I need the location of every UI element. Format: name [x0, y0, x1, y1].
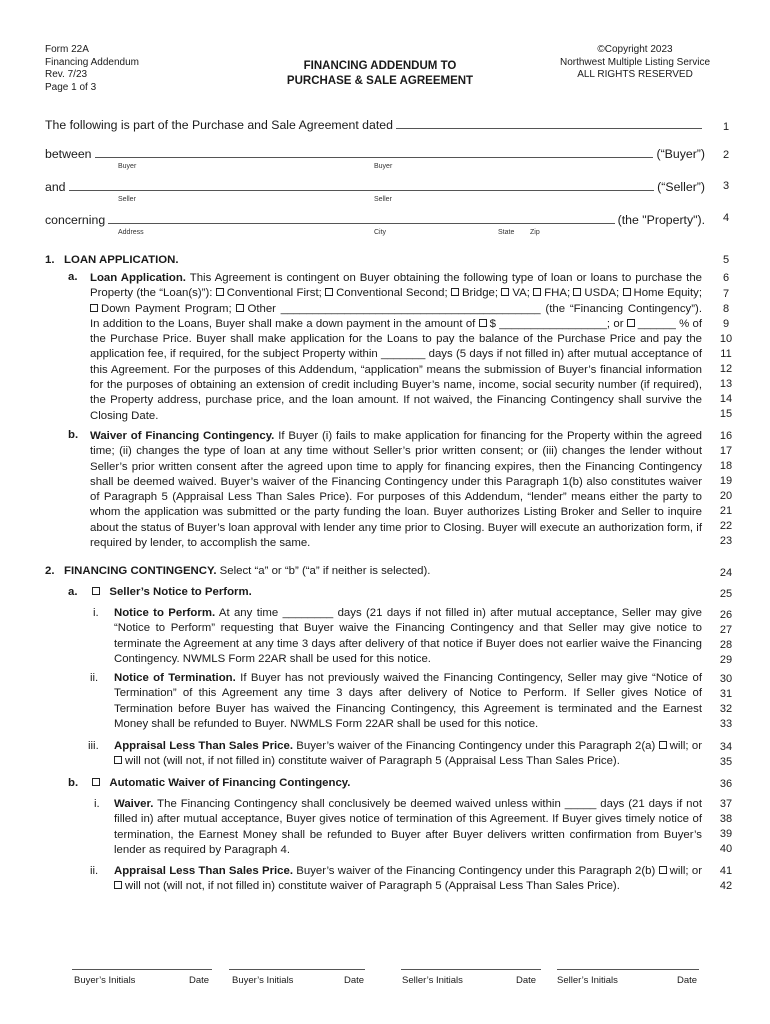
- appraisal-a-paragraph: Appraisal Less Than Sales Price. Buyer’s waiver of the Financing Contingency under this Paragraph 2(a) will; or will not (will not, if not filled in) constitute waiver of Paragraph 5 (Appraisal Less Than Sales Price).: [114, 740, 702, 768]
- line-number: 22: [719, 520, 733, 532]
- waiver-automatic-paragraph: Waiver. The Financing Contingency shall conclusively be deemed waived unless within _____ days (21 days if not filled in) after mutual acceptance, Buyer gives notice of termination of this Agreement. If Buyer gives timely notice of termination, the Earnest Money shall be refunded to Buyer after Buyer delivers written confirmation from Buyer’s lender as required by Paragraph 4.: [114, 798, 702, 856]
- line-number: 23: [719, 535, 733, 547]
- form-info: [45, 44, 139, 94]
- buyer-name-field[interactable]: [95, 147, 654, 158]
- buyer-initials-line-1[interactable]: [72, 969, 212, 970]
- line-number: 7: [722, 288, 730, 300]
- loan-application-paragraph: Loan Application. This Agreement is contingent on Buyer obtaining the following type of loan or loans to purchase the Property (the “Loan(s)”): Conventional First; Conventional Second; Bridge; VA; FHA; USDA; Home Equity; Down Payment Program; Other _________________________________________ (the “Financing Contingency”). In addition to the Loans, Buyer shall make a down payment in the amount of $ _________________; or ______ % of the Purchase Price. Buyer shall make application for the Loans to pay the balance of the Purchase Price and pay the application fee, if required, for the subject Property within _______ days (5 days if not filled in) after mutual acceptance of this Agreement. For the purposes of this Addendum, “application” means the submission of Buyer’s financial information for the purposes of obtaining an extension of credit including Buyer’s name, income, social security number (if required), the Property address, purchase price, and the loan amount. If not waived, the Financing Contingency shall survive the Closing Date.: [90, 272, 702, 422]
- seller-suffix: (“Seller”): [657, 180, 705, 194]
- line-number: 35: [719, 756, 733, 768]
- line-number: 25: [719, 588, 733, 600]
- title-line-2: PURCHASE & SALE AGREEMENT: [286, 75, 474, 87]
- copyright-block: [550, 44, 720, 82]
- line-number: 26: [719, 609, 733, 621]
- checkbox-conventional-first[interactable]: [216, 288, 224, 296]
- property-line: [45, 213, 705, 227]
- line-number: 16: [719, 430, 733, 442]
- line-number: 24: [719, 567, 733, 579]
- line-number: 29: [719, 654, 733, 666]
- property-suffix: (the "Property").: [617, 213, 705, 227]
- line-number: 9: [722, 318, 730, 330]
- line-number: 41: [719, 865, 733, 877]
- checkbox-bridge[interactable]: [451, 288, 459, 296]
- section-1a-label: a.: [68, 271, 78, 283]
- line-number: 15: [719, 408, 733, 420]
- buyer-suffix: (“Buyer”): [656, 147, 705, 161]
- date-label-3: Date: [516, 975, 537, 986]
- buyer-sub-label: Buyer: [118, 163, 137, 170]
- date-label-2: Date: [344, 975, 365, 986]
- line-number: 6: [722, 272, 730, 284]
- line-number: 2: [722, 149, 730, 161]
- date-label-1: Date: [189, 975, 210, 986]
- line-number: 17: [719, 445, 733, 457]
- and-label: and: [45, 180, 66, 194]
- line-number: 5: [722, 254, 730, 266]
- line-number: 18: [719, 460, 733, 472]
- page-title: [265, 59, 495, 89]
- seller-sub-label: Seller: [118, 196, 136, 203]
- notice-of-termination-paragraph: Notice of Termination. If Buyer has not previously waived the Financing Contingency, Seller may give “Notice of Termination” of this Agreement any time 3 days after delivery of Notice to Perform. If Seller gives Notice of Termination before Buyer has waived the Financing Contingency, this Agreement is terminated and the Earnest Money shall be refunded to Buyer. NWMLS Form 22AR shall be used for this notice.: [114, 672, 702, 730]
- between-label: between: [45, 147, 92, 161]
- seller-name-field[interactable]: [69, 180, 655, 191]
- line-number: 33: [719, 718, 733, 730]
- line-number: 19: [719, 475, 733, 487]
- line-number: 4: [722, 212, 730, 224]
- checkbox-va[interactable]: [501, 288, 509, 296]
- section-2-heading: 2. FINANCING CONTINGENCY. Select “a” or “b” (“a” if neither is selected).: [45, 565, 431, 577]
- line-number: 10: [719, 333, 733, 345]
- waiver-paragraph: Waiver of Financing Contingency. If Buyer (i) fails to make application for financing for the Property within the agreed time; (ii) changes the type of loan at any time without Seller’s prior written consent; or (iii) changes the lender without Seller’s prior written consent after the agreed upon time to apply for financing expires, then the Financing Contingency shall be deemed waived. Buyer’s waiver of the Financing Contingency under this Paragraph 1(b) also constitutes waiver of Paragraph 5 (Appraisal Less Than Sales Price). For purposes of this Addendum, “lender” means either the party to whom the application was submitted or the party funding the loan. Buyer authorizes Listing Broker and Seller to inquire about the status of Buyer’s loan approval with lender any time prior to Closing. Buyer will execute an authorization form, if required by lender, to accomplish the same.: [90, 430, 702, 550]
- checkbox-automatic-waiver[interactable]: [92, 778, 100, 786]
- buyer-sub-label-2: Buyer: [374, 163, 393, 170]
- seller-initials-label-2: Seller’s Initials: [557, 975, 618, 986]
- checkbox-conventional-second[interactable]: [325, 288, 333, 296]
- checkbox-appraisal-b-will[interactable]: [659, 866, 667, 874]
- buyer-line: [45, 147, 705, 161]
- line-number: 13: [719, 378, 733, 390]
- line-number: 38: [719, 813, 733, 825]
- date-label-4: Date: [677, 975, 698, 986]
- buyer-initials-line-2[interactable]: [229, 969, 365, 970]
- seller-sub-label-2: Seller: [374, 196, 392, 203]
- section-2bii-label: ii.: [90, 865, 99, 877]
- line-number: 11: [720, 348, 732, 360]
- seller-initials-line-2[interactable]: [557, 969, 699, 970]
- checkbox-usda[interactable]: [573, 288, 581, 296]
- line-number: 36: [719, 778, 733, 790]
- section-1b-label: b.: [68, 429, 79, 441]
- page-number: Page 1 of 3: [45, 81, 97, 93]
- checkbox-down-payment-dollar[interactable]: [479, 319, 487, 327]
- seller-initials-line-1[interactable]: [401, 969, 541, 970]
- line-number: 31: [719, 688, 733, 700]
- line-number: 32: [719, 703, 733, 715]
- line-number: 21: [719, 505, 733, 517]
- checkbox-home-equity[interactable]: [623, 288, 631, 296]
- line-number: 28: [719, 639, 733, 651]
- checkbox-down-payment[interactable]: [90, 304, 98, 312]
- seller-initials-label-1: Seller’s Initials: [402, 975, 463, 986]
- intro-text: The following is part of the Purchase and Sale Agreement dated: [45, 118, 393, 132]
- section-2a-label: a.: [68, 586, 78, 598]
- line-number: 20: [719, 490, 733, 502]
- form-id: Form 22A: [45, 44, 89, 55]
- rights: ALL RIGHTS RESERVED: [577, 69, 693, 80]
- buyer-initials-label-2: Buyer’s Initials: [232, 975, 294, 986]
- copyright: ©Copyright 2023: [597, 44, 673, 55]
- city-sub-label: City: [374, 229, 387, 236]
- section-1-heading: 1. LOAN APPLICATION.: [45, 254, 179, 266]
- line-number: 30: [719, 673, 733, 685]
- section-2aiii-label: iii.: [88, 740, 99, 752]
- line-number: 39: [719, 828, 733, 840]
- address-sub-label: Address: [118, 229, 144, 236]
- form-name: Financing Addendum: [45, 56, 139, 68]
- checkbox-fha[interactable]: [533, 288, 541, 296]
- line-number: 40: [719, 843, 733, 855]
- checkbox-appraisal-a-will-not[interactable]: [114, 756, 122, 764]
- form-revision: Rev. 7/23: [45, 69, 88, 80]
- line-number: 1: [722, 121, 730, 133]
- appraisal-b-paragraph: Appraisal Less Than Sales Price. Buyer’s waiver of the Financing Contingency under this Paragraph 2(b) will; or will not (will not, if not filled in) constitute waiver of Paragraph 5 (Appraisal Less Than Sales Price).: [114, 865, 702, 893]
- section-2a-title: Seller’s Notice to Perform.: [92, 586, 252, 598]
- line-number: 8: [722, 303, 730, 315]
- zip-sub-label: Zip: [530, 229, 540, 236]
- section-2ai-label: i.: [93, 607, 99, 619]
- checkbox-sellers-notice[interactable]: [92, 587, 100, 595]
- line-number: 3: [722, 180, 730, 192]
- line-number: 14: [719, 393, 733, 405]
- section-2b-label: b.: [68, 777, 79, 789]
- agreement-date-field[interactable]: [396, 118, 702, 129]
- buyer-initials-label-1: Buyer’s Initials: [74, 975, 136, 986]
- line-number: 27: [719, 624, 733, 636]
- line-number: 12: [719, 363, 733, 375]
- line-number: 42: [719, 880, 733, 892]
- line-number: 37: [719, 798, 733, 810]
- checkbox-other[interactable]: [236, 304, 244, 312]
- seller-line: [45, 180, 705, 194]
- section-2b-title: Automatic Waiver of Financing Contingency.: [92, 777, 350, 789]
- checkbox-appraisal-b-will-not[interactable]: [114, 881, 122, 889]
- section-2bi-label: i.: [94, 798, 100, 810]
- agreement-date-line: [45, 118, 705, 132]
- state-sub-label: State: [498, 229, 515, 236]
- section-2aii-label: ii.: [90, 672, 99, 684]
- notice-to-perform-paragraph: Notice to Perform. At any time ________ days (21 days if not filled in) after mutual acceptance, Seller may give “Notice to Perform” requesting that Buyer waive the Financing Contingency and that Seller may give notice to terminate the Agreement at any time 3 days after delivery of that notice if Buyer does not earlier waive the Financing Contingency. NWMLS Form 22AR shall be used for this notice.: [114, 607, 703, 665]
- concerning-label: concerning: [45, 213, 106, 227]
- property-address-field[interactable]: [108, 213, 615, 224]
- checkbox-down-payment-percent[interactable]: [627, 319, 635, 327]
- line-number: 34: [719, 741, 733, 753]
- organization: Northwest Multiple Listing Service: [559, 56, 711, 68]
- checkbox-appraisal-a-will[interactable]: [659, 741, 667, 749]
- title-line-1: FINANCING ADDENDUM TO: [303, 60, 457, 72]
